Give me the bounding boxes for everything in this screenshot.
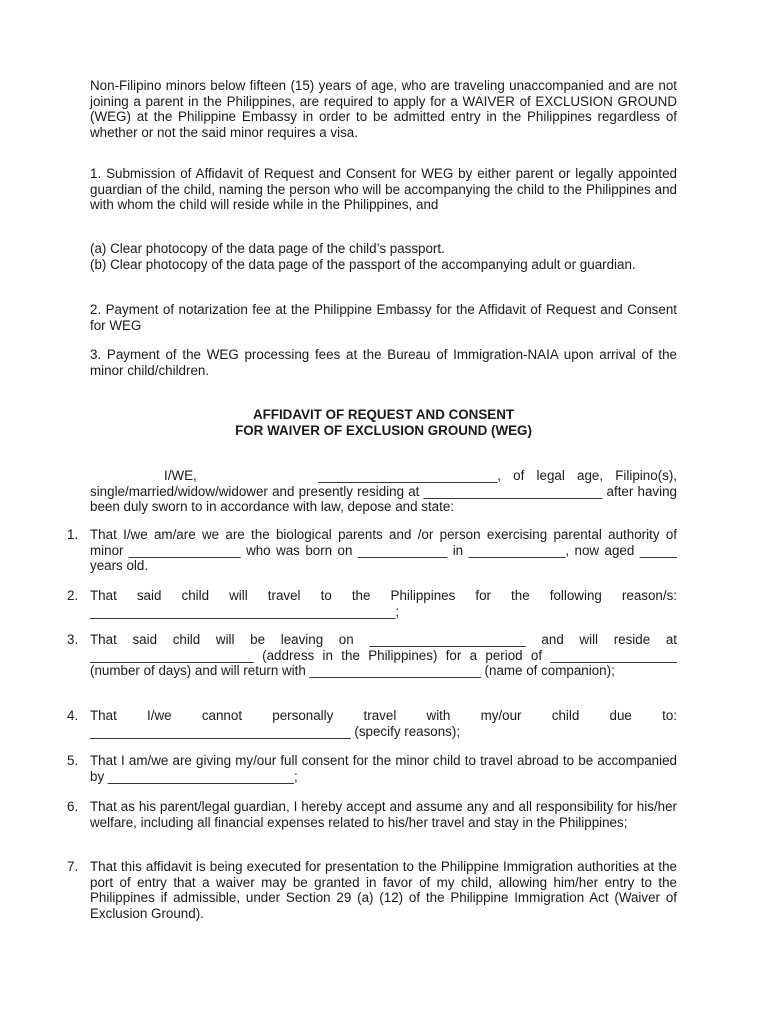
requirement-1-paragraph: 1. Submission of Affidavit of Request and Consent for WEG by either parent or legally appointed guardian of the child, naming the person who will be accompanying the child to the Philippines and with whom the child will reside while in the Philippines, and: [90, 166, 677, 212]
item-number: 1.: [67, 527, 79, 542]
item-number: 3.: [67, 632, 79, 647]
intro-paragraph: Non-Filipino minors below fifteen (15) years of age, who are traveling unaccompanied and are not joining a parent in the Philippines, are required to apply for a WAIVER of EXCLUSION GROUND (WEG) at the Philippine Embassy in order to be admitted entry in the Philippines regardless of whether or not the said minor requires a visa.: [90, 78, 677, 140]
requirement-2-paragraph: 2. Payment of notarization fee at the Philippine Embassy for the Affidavit of Request and Consent for WEG: [90, 302, 677, 333]
item-text: That I am/we are giving my/our full consent for the minor child to travel abroad to be accompanied by _________________________;: [90, 753, 677, 784]
requirement-1a: (a) Clear photocopy of the data page of the child’s passport.: [90, 241, 445, 256]
affidavit-item-7: [67, 859, 677, 921]
item-text: That this affidavit is being executed for presentation to the Philippine Immigration authorities at the port of entry that a waiver may be granted in favor of my child, allowing him/her entry to the Philippines if admissible, under Section 29 (a) (12) of the Philippine Immigration Act (Waiver of Exclusion Ground).: [90, 859, 677, 921]
item-text: That said child will be leaving on _____________________ and will reside at ______________________ (address in the Philippines) for a period of _________________ (number of days) and will return with _______________________ (name of companion);: [90, 632, 677, 678]
item-number: 7.: [67, 859, 79, 874]
affidavit-title-line-2: FOR WAIVER OF EXCLUSION GROUND (WEG): [235, 423, 532, 438]
affidavit-item-2: [67, 588, 677, 619]
affidavit-item-6: [67, 799, 677, 830]
requirement-3-paragraph: 3. Payment of the WEG processing fees at the Bureau of Immigration-NAIA upon arrival of the minor child/children.: [90, 347, 677, 378]
requirement-1b: (b) Clear photocopy of the data page of the passport of the accompanying adult or guardian.: [90, 257, 636, 272]
affidavit-item-3: [67, 632, 677, 679]
affidavit-opening: I/WE, ________________________, of legal age, Filipino(s), single/married/widow/widower and presently residing at ________________________ after having been duly sworn to in accordance with law, depose and state:: [90, 468, 681, 514]
item-text: That I/we am/are we are the biological parents and /or person exercising parental authority of minor _______________ who was born on ____________ in _____________, now aged _____ years old.: [90, 527, 677, 573]
affidavit-item-1: [67, 527, 677, 574]
item-number: 2.: [67, 588, 79, 603]
item-text: That said child will travel to the Philippines for the following reason/s: _________________________________________;: [90, 588, 677, 619]
affidavit-item-5: [67, 753, 677, 784]
item-text: That as his parent/legal guardian, I hereby accept and assume any and all responsibility for his/her welfare, including all financial expenses related to his/her travel and stay in the Philippines;: [90, 799, 677, 830]
item-text: That I/we cannot personally travel with my/our child due to: ___________________________________ (specify reasons);: [90, 708, 677, 739]
item-number: 4.: [67, 708, 79, 723]
item-number: 5.: [67, 753, 79, 768]
affidavit-item-4: [67, 708, 677, 739]
item-number: 6.: [67, 799, 79, 814]
affidavit-title-line-1: AFFIDAVIT OF REQUEST AND CONSENT: [252, 407, 515, 422]
